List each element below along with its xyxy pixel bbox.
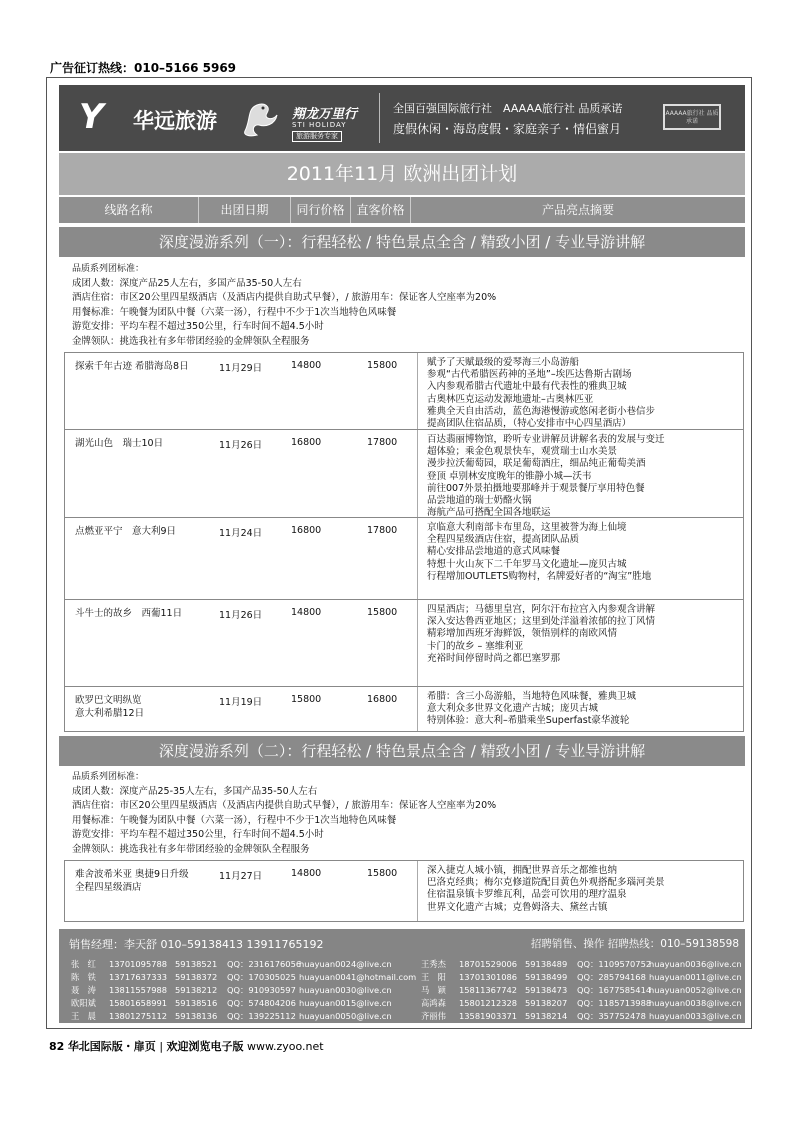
standard-item: 用餐标准：午晚餐为团队中餐（六菜一汤），行程中不少于1次当地特色风味餐 xyxy=(72,814,397,826)
route-name-line: 湖光山色 瑞士10日 xyxy=(75,438,164,449)
company-name: 华远旅游 xyxy=(133,109,217,133)
standard-item: 游览安排：平均车程不超过350公里，行车时间不超4.5小时 xyxy=(72,829,324,841)
route-highlights xyxy=(427,434,745,519)
standard-item: 成团人数：深度产品25人左右，多国产品35-50人左右 xyxy=(72,277,302,289)
contacts-right xyxy=(421,958,742,1023)
contact-email[interactable]: huayuan0052@live.cn xyxy=(649,985,742,995)
contact-phone: 59138521 xyxy=(175,959,218,969)
brand-tagline-2: 度假休闲・海岛度假・家庭亲子・情侣蜜月 xyxy=(393,122,622,136)
contact-name: 高鸿森 xyxy=(421,998,446,1008)
route-row xyxy=(65,600,743,687)
contact-mobile: 13717637333 xyxy=(109,972,168,982)
brand-divider xyxy=(379,93,380,143)
contact-row xyxy=(71,1010,416,1023)
contact-phone: 59138136 xyxy=(175,1011,218,1021)
departure-date: 11月29日 xyxy=(219,363,263,374)
ad-hotline: 广告征订热线：010–5166 5969 xyxy=(50,61,237,75)
highlight-line: 特想十火山灰下二千年罗马文化遗址—庞贝古城 xyxy=(427,558,627,570)
route-name xyxy=(75,525,215,538)
standard-item: 成团人数：深度产品25-35人左右，多国产品35-50人左右 xyxy=(72,785,318,797)
xianglong-sub: 旅游服务专家 xyxy=(292,131,342,142)
highlight-line: 四星酒店；马德里皇宫，阿尔汗布拉宫入内参观含讲解 xyxy=(427,604,656,615)
column-divider xyxy=(417,353,418,429)
peer-price: 14800 xyxy=(291,360,322,371)
contact-phone: 59138473 xyxy=(525,985,568,995)
contact-phone: 59138207 xyxy=(525,998,568,1008)
contact-row xyxy=(421,984,742,997)
page-number: 82 xyxy=(49,1040,65,1053)
route-name-line: 探索千年古迹 希腊海岛8日 xyxy=(75,361,189,372)
highlight-line: 住宿温泉镇卡罗维瓦利，品尝可饮用的理疗温泉 xyxy=(427,889,627,901)
column-divider xyxy=(417,687,418,731)
contact-row xyxy=(71,984,416,997)
contact-row xyxy=(71,958,416,971)
contact-qq: QQ：170305025 xyxy=(227,972,296,982)
series-title: 深度漫游系列（二）：行程轻松 / 特色景点全含 / 精致小团 / 专业导游讲解 xyxy=(59,736,745,766)
route-name-line: 意大利希腊12日 xyxy=(75,708,145,719)
route-name xyxy=(75,868,215,894)
brand-tagline-1: 全国百强国际旅行社 AAAAA旅行社 品质承诺 xyxy=(393,102,623,115)
standards-heading: 品质系列团标准： xyxy=(72,772,145,782)
standard-item: 金牌领队：挑选我社有多年带团经验的金牌领队全程服务 xyxy=(72,843,310,855)
col-peer-price: 同行价格 xyxy=(291,197,351,223)
departure-date: 11月19日 xyxy=(219,697,263,708)
route-name xyxy=(75,437,215,450)
departure-date: 11月24日 xyxy=(219,528,263,539)
direct-price: 17800 xyxy=(367,437,398,448)
contact-name: 欧阳斌 xyxy=(71,998,96,1008)
col-highlights: 产品亮点摘要 xyxy=(541,203,614,217)
contact-qq: QQ：2316176056 xyxy=(227,959,302,969)
contact-row xyxy=(71,997,416,1010)
contact-name: 马 颖 xyxy=(421,985,446,995)
standard-item: 游览安排：平均车程不超过350公里，行车时间不超4.5小时 xyxy=(72,321,324,333)
standard-item: 酒店住宿：市区20公里四星级酒店（及酒店内提供自助式早餐），/ 旅游用车：保证客人空座率为20% xyxy=(72,800,497,812)
contact-qq: QQ：1109570752 xyxy=(577,959,652,969)
contact-phone: 59138489 xyxy=(525,959,568,969)
contact-mobile: 18701529006 xyxy=(459,959,518,969)
highlight-line: 登顶 卓别林安度晚年的锥静小城—沃韦 xyxy=(427,470,592,482)
route-table xyxy=(64,860,744,922)
contact-name: 聂 涛 xyxy=(71,985,96,995)
contact-name: 王 阳 xyxy=(421,972,446,982)
contact-panel xyxy=(59,929,745,1023)
route-name-line: 点燃亚平宁 意大利9日 xyxy=(75,526,177,537)
route-row xyxy=(65,861,743,921)
contact-name: 陈 铁 xyxy=(71,972,96,982)
peer-price: 16800 xyxy=(291,525,322,536)
footer-url: www.zyoo.net xyxy=(247,1040,324,1053)
highlight-line: 全程四星级酒店住宿，提高团队品质 xyxy=(427,534,580,546)
aaaaa-badge: AAAAA旅行社 品质承诺 xyxy=(663,104,721,130)
col-date: 出团日期 xyxy=(199,197,291,223)
contact-mobile: 15811367742 xyxy=(459,985,518,995)
route-table xyxy=(64,352,744,732)
route-name-line: 全程四星级酒店 xyxy=(75,882,142,893)
contact-qq: QQ：574804206 xyxy=(227,998,296,1008)
contact-qq: QQ：357752478 xyxy=(577,1011,646,1021)
column-header xyxy=(59,197,745,223)
highlight-line: 入内参观希腊古代遗址中最有代表性的雅典卫城 xyxy=(427,381,627,393)
quality-standards xyxy=(72,770,496,858)
highlight-line: 深入安达鲁西亚地区；这里到处洋溢着浓郁的拉丁风情 xyxy=(427,616,656,628)
standard-item: 酒店住宿：市区20公里四星级酒店（及酒店内提供自助式早餐），/ 旅游用车：保证客人空座率为20% xyxy=(72,292,497,304)
contact-row xyxy=(421,971,742,984)
highlight-line: 百达翡丽博物馆，聆听专业讲解员讲解名表的发展与变迁 xyxy=(427,434,665,445)
contacts-left xyxy=(71,958,416,1023)
departure-date: 11月26日 xyxy=(219,610,263,621)
peer-price: 14800 xyxy=(291,868,322,879)
route-name-line: 欧罗巴文明纵览 xyxy=(75,695,142,706)
contact-phone: 59138516 xyxy=(175,998,218,1008)
standard-item: 金牌领队：挑选我社有多年带团经验的金牌领队全程服务 xyxy=(72,335,310,347)
sales-manager: 销售经理：李天舒 010–59138413 13911765192 xyxy=(69,938,324,951)
contact-qq: QQ：910930597 xyxy=(227,985,296,995)
highlight-line: 精心安排品尝地道的意式风味餐 xyxy=(427,546,561,558)
highlight-line: 前往007外景拍摄地要那峰并于观景餐厅享用特色餐 xyxy=(427,482,645,494)
column-divider xyxy=(417,600,418,686)
col-direct-price: 直客价格 xyxy=(351,197,411,223)
contact-name: 王秀杰 xyxy=(421,959,446,969)
standard-item: 用餐标准：午晚餐为团队中餐（六菜一汤），行程中不少于1次当地特色风味餐 xyxy=(72,306,397,318)
peer-price: 14800 xyxy=(291,607,322,618)
recruit-line: 招聘销售、操作 招聘热线：010–59138598 xyxy=(530,938,739,950)
contact-email[interactable]: huayuan0015@live.cn xyxy=(299,998,392,1008)
contact-name: 齐丽伟 xyxy=(421,1011,446,1021)
contact-row xyxy=(421,997,742,1010)
route-highlights xyxy=(427,865,745,914)
highlight-line: 世界文化遗产古城；克鲁姆洛夫、黛丝古镇 xyxy=(427,901,608,913)
highlight-line: 超体验；乘金色观景快车，观赏瑞士山水美景 xyxy=(427,446,618,458)
highlight-line: 参观“古代希腊医药神的圣地”–埃匹达鲁斯古剧场 xyxy=(427,369,632,381)
route-highlights xyxy=(427,522,745,583)
highlight-line: 雅典全天自由活动，蓝色海港慢游或悠闲老街小巷信步 xyxy=(427,405,656,417)
highlight-line: 巴洛克经典；梅尔克修道院配目黄色外观搭配多瑙河美景 xyxy=(427,877,665,889)
highlight-line: 充裕时间停留时尚之都巴塞罗那 xyxy=(427,652,561,664)
highlight-line: 精彩增加西班牙海鲜饭，领悟别样的南欧风情 xyxy=(427,628,618,640)
highlight-line: 漫步拉沃葡萄园，联足葡萄酒庄，细品纯正葡萄美酒 xyxy=(427,458,646,470)
contact-mobile: 13701301086 xyxy=(459,972,518,982)
column-divider xyxy=(417,430,418,517)
contact-name: 王 晨 xyxy=(71,1011,96,1021)
contact-email[interactable]: huayuan0033@live.cn xyxy=(649,1011,742,1021)
contact-email[interactable]: huayuan0041@hotmail.com xyxy=(299,972,417,982)
route-highlights xyxy=(427,691,745,728)
route-row xyxy=(65,687,743,731)
highlight-line: 希腊：含三小岛游船，当地特色风味餐，雅典卫城 xyxy=(427,691,637,702)
column-divider xyxy=(417,861,418,921)
xianglong-logo-text: 翔龙万里行 xyxy=(292,107,358,122)
direct-price: 15800 xyxy=(367,607,398,618)
highlight-line: 卡门的故乡 – 塞维利亚 xyxy=(427,640,524,652)
highlight-line: 行程增加OUTLETS购物村，名牌爱好者的“淘宝”胜地 xyxy=(427,570,652,582)
direct-price: 15800 xyxy=(367,360,398,371)
quality-standards xyxy=(72,262,496,350)
contact-row xyxy=(421,958,742,971)
route-name-line: 难舍波希米亚 奥捷9日升级 xyxy=(75,869,189,880)
footer-slogan: 欢迎浏览电子版 xyxy=(166,1040,244,1053)
footer-section: 华北国际版・扉页 xyxy=(67,1040,156,1053)
route-name xyxy=(75,694,215,720)
highlight-line: 特别体验：意大利–希腊乘坐Superfast豪华渡轮 xyxy=(427,715,630,727)
highlight-line: 提高团队住宿品质，（特心安排市中心四星酒店） xyxy=(427,418,632,430)
contact-qq: QQ：139225112 xyxy=(227,1011,296,1021)
contact-phone: 59138212 xyxy=(175,985,218,995)
contact-phone: 59138499 xyxy=(525,972,568,982)
contact-email[interactable]: huayuan0050@live.cn xyxy=(299,1011,392,1021)
route-row xyxy=(65,518,743,600)
dragon-logo-icon xyxy=(237,97,283,141)
contact-qq: QQ：285794168 xyxy=(577,972,646,982)
contact-email[interactable]: huayuan0036@live.cn xyxy=(649,959,742,969)
direct-price: 15800 xyxy=(367,868,398,879)
column-divider xyxy=(417,518,418,599)
peer-price: 16800 xyxy=(291,437,322,448)
contact-email[interactable]: huayuan0024@live.cn xyxy=(299,959,392,969)
contact-phone: 59138214 xyxy=(525,1011,568,1021)
route-row xyxy=(65,430,743,518)
route-name-line: 斗牛士的故乡 西葡11日 xyxy=(75,608,183,619)
highlight-line: 深入捷克人城小镇，拥配世界音乐之都维也纳 xyxy=(427,865,618,876)
contact-mobile: 15801212328 xyxy=(459,998,518,1008)
brand-banner xyxy=(59,85,745,151)
highlight-line: 品尝地道的瑞士奶酪火锅 xyxy=(427,495,532,507)
route-name xyxy=(75,360,215,373)
contact-mobile: 13701095788 xyxy=(109,959,168,969)
route-highlights xyxy=(427,357,745,430)
contact-email[interactable]: huayuan0030@live.cn xyxy=(299,985,392,995)
route-name xyxy=(75,607,215,620)
direct-price: 16800 xyxy=(367,694,398,705)
departure-date: 11月26日 xyxy=(219,440,263,451)
standards-heading: 品质系列团标准： xyxy=(72,264,145,274)
contact-mobile: 13581903371 xyxy=(459,1011,518,1021)
contact-mobile: 13801275112 xyxy=(109,1011,168,1021)
route-highlights xyxy=(427,604,745,665)
contact-phone: 59138372 xyxy=(175,972,218,982)
route-row xyxy=(65,353,743,430)
direct-price: 17800 xyxy=(367,525,398,536)
contact-name: 张 红 xyxy=(71,959,96,969)
contact-mobile: 13811557988 xyxy=(109,985,168,995)
contact-mobile: 15801658991 xyxy=(109,998,168,1008)
page-footer xyxy=(49,1038,324,1054)
highlight-line: 意大利众多世界文化遗产古城；庞贝古城 xyxy=(427,703,599,715)
footer-sep: | xyxy=(159,1040,167,1053)
contact-qq: QQ：1185713988 xyxy=(577,998,652,1008)
page-title: 2011年11月 欧洲出团计划 xyxy=(59,153,745,195)
highlight-line: 京临意大利南部卡布里岛，这里被誉为海上仙境 xyxy=(427,522,627,533)
col-route: 线路名称 xyxy=(59,197,199,223)
series-title: 深度漫游系列（一）：行程轻松 / 特色景点全含 / 精致小团 / 专业导游讲解 xyxy=(59,227,745,257)
peer-price: 15800 xyxy=(291,694,322,705)
contact-qq: QQ：1677585414 xyxy=(577,985,652,995)
contact-email[interactable]: huayuan0038@live.cn xyxy=(649,998,742,1008)
xianglong-en: STI HOLIDAY xyxy=(292,121,347,129)
contact-email[interactable]: huayuan0011@live.cn xyxy=(649,972,742,982)
departure-date: 11月27日 xyxy=(219,871,263,882)
contact-row xyxy=(71,971,416,984)
highlight-line: 海航产品可搭配全国各地联运 xyxy=(427,507,551,519)
huayuan-logo: Y xyxy=(79,97,100,137)
contact-row xyxy=(421,1010,742,1023)
highlight-line: 赋予了天赋最级的爱琴海三小岛游船 xyxy=(427,357,580,368)
highlight-line: 古奥林匹克运动发源地遗址–古奥林匹亚 xyxy=(427,393,594,405)
